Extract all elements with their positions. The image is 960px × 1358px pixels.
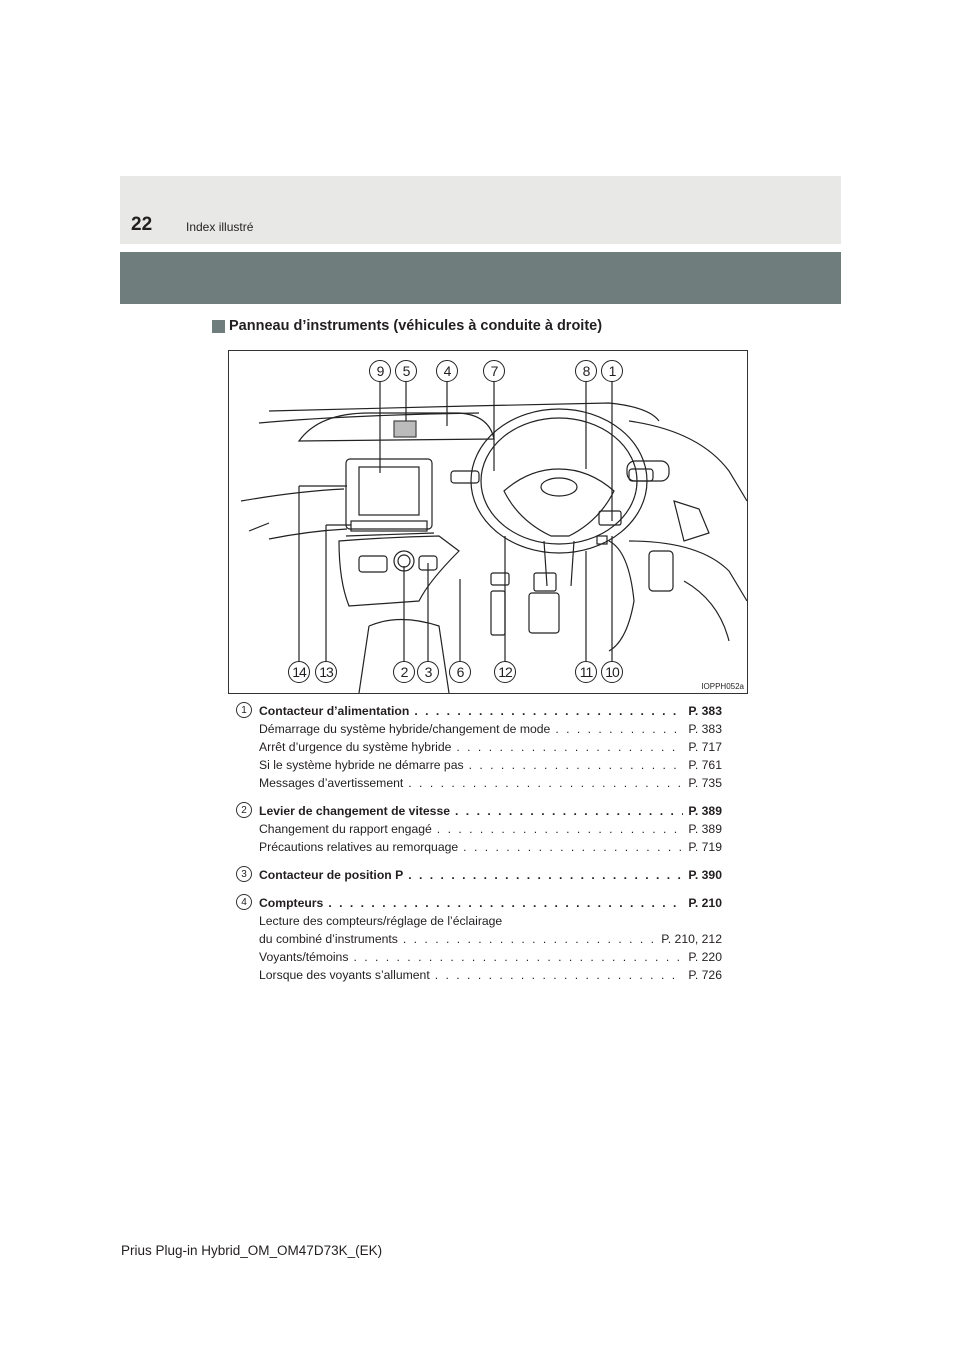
page-reference[interactable]: P. 390	[688, 868, 722, 882]
leader-dots	[456, 738, 683, 756]
callout-14: 14	[288, 661, 310, 683]
leader-dots	[455, 802, 683, 820]
entry-label: Lecture des compteurs/réglage de l’éclairage	[259, 914, 503, 928]
dashboard-drawing	[229, 351, 747, 693]
page-reference[interactable]: P. 383	[688, 704, 722, 718]
callout-7: 7	[483, 360, 505, 382]
entry-label: du combiné d’instruments	[259, 932, 398, 946]
dashboard-illustration	[228, 350, 748, 694]
section-title: Panneau d’instruments (véhicules à conduite à droite)	[229, 318, 603, 334]
entry-label: Précautions relatives au remorquage	[259, 840, 459, 854]
entry-label: Messages d’avertissement	[259, 776, 404, 790]
index-entry	[236, 702, 722, 792]
entry-label: Voyants/témoins	[259, 950, 349, 964]
entry-number-badge: 3	[236, 866, 252, 882]
callout-4: 4	[436, 360, 458, 382]
page-reference[interactable]: P. 389	[688, 822, 722, 836]
leader-dots	[408, 774, 683, 792]
leader-dots	[328, 894, 683, 912]
callout-12: 12	[494, 661, 516, 683]
section-band	[120, 252, 841, 304]
index-entry	[236, 866, 722, 884]
callout-6: 6	[449, 661, 471, 683]
entry-sub-line	[259, 720, 722, 738]
leader-dots	[435, 966, 684, 984]
entry-number-badge: 4	[236, 894, 252, 910]
entry-label: Démarrage du système hybride/changement de mode	[259, 722, 551, 736]
entry-label: Si le système hybride ne démarre pas	[259, 758, 464, 772]
entry-label: Compteurs	[259, 896, 324, 910]
leader-dots	[437, 820, 684, 838]
page-reference[interactable]: P. 383	[688, 722, 722, 736]
page-reference[interactable]: P. 220	[688, 950, 722, 964]
page-reference[interactable]: P. 719	[688, 840, 722, 854]
callout-9: 9	[369, 360, 391, 382]
entry-sub-line	[259, 930, 722, 948]
leader-dots	[408, 866, 683, 884]
entry-heading-line	[259, 702, 722, 720]
callout-1: 1	[601, 360, 623, 382]
leader-dots	[469, 756, 684, 774]
entry-heading-line	[259, 866, 722, 884]
callout-11: 11	[575, 661, 597, 683]
callout-8: 8	[575, 360, 597, 382]
index-entry	[236, 802, 722, 856]
page-reference[interactable]: P. 735	[688, 776, 722, 790]
page-reference[interactable]: P. 210	[688, 896, 722, 910]
figure-code: IOPPH052a	[701, 682, 744, 691]
page-reference[interactable]: P. 726	[688, 968, 722, 982]
entry-sub-line	[259, 820, 722, 838]
callout-5: 5	[395, 360, 417, 382]
callout-3: 3	[417, 661, 439, 683]
footer-text: Prius Plug-in Hybrid_OM_OM47D73K_(EK)	[121, 1243, 383, 1258]
index-entry	[236, 894, 722, 984]
entry-sub-line	[259, 948, 722, 966]
entry-number-badge: 1	[236, 702, 252, 718]
page-reference[interactable]: P. 761	[688, 758, 722, 772]
page-number: 22	[131, 214, 153, 235]
callout-2: 2	[393, 661, 415, 683]
entry-number-badge: 2	[236, 802, 252, 818]
entry-label: Levier de changement de vitesse	[259, 804, 451, 818]
entry-sub-line	[259, 756, 722, 774]
page-reference[interactable]: P. 389	[688, 804, 722, 818]
entry-label: Contacteur de position P	[259, 868, 404, 882]
callout-13: 13	[315, 661, 337, 683]
running-title: Index illustré	[186, 220, 254, 234]
entry-heading-line	[259, 802, 722, 820]
page-reference[interactable]: P. 717	[688, 740, 722, 754]
entry-label: Contacteur d’alimentation	[259, 704, 410, 718]
page-reference[interactable]: P. 210, 212	[661, 932, 722, 946]
leader-dots	[414, 702, 683, 720]
leader-dots	[353, 948, 683, 966]
entry-sub-line	[259, 838, 722, 856]
entry-label: Arrêt d’urgence du système hybride	[259, 740, 452, 754]
leader-dots	[463, 838, 683, 856]
entry-sub-line	[259, 738, 722, 756]
entry-sub-line	[259, 912, 722, 930]
section-marker-icon	[212, 320, 225, 333]
entry-label: Changement du rapport engagé	[259, 822, 432, 836]
callout-10: 10	[601, 661, 623, 683]
entry-label: Lorsque des voyants s’allument	[259, 968, 430, 982]
leader-dots	[403, 930, 656, 948]
section-heading	[212, 318, 602, 334]
entry-sub-line	[259, 774, 722, 792]
entry-heading-line	[259, 894, 722, 912]
leader-dots	[555, 720, 683, 738]
entry-sub-line	[259, 966, 722, 984]
index-entries	[236, 702, 722, 994]
